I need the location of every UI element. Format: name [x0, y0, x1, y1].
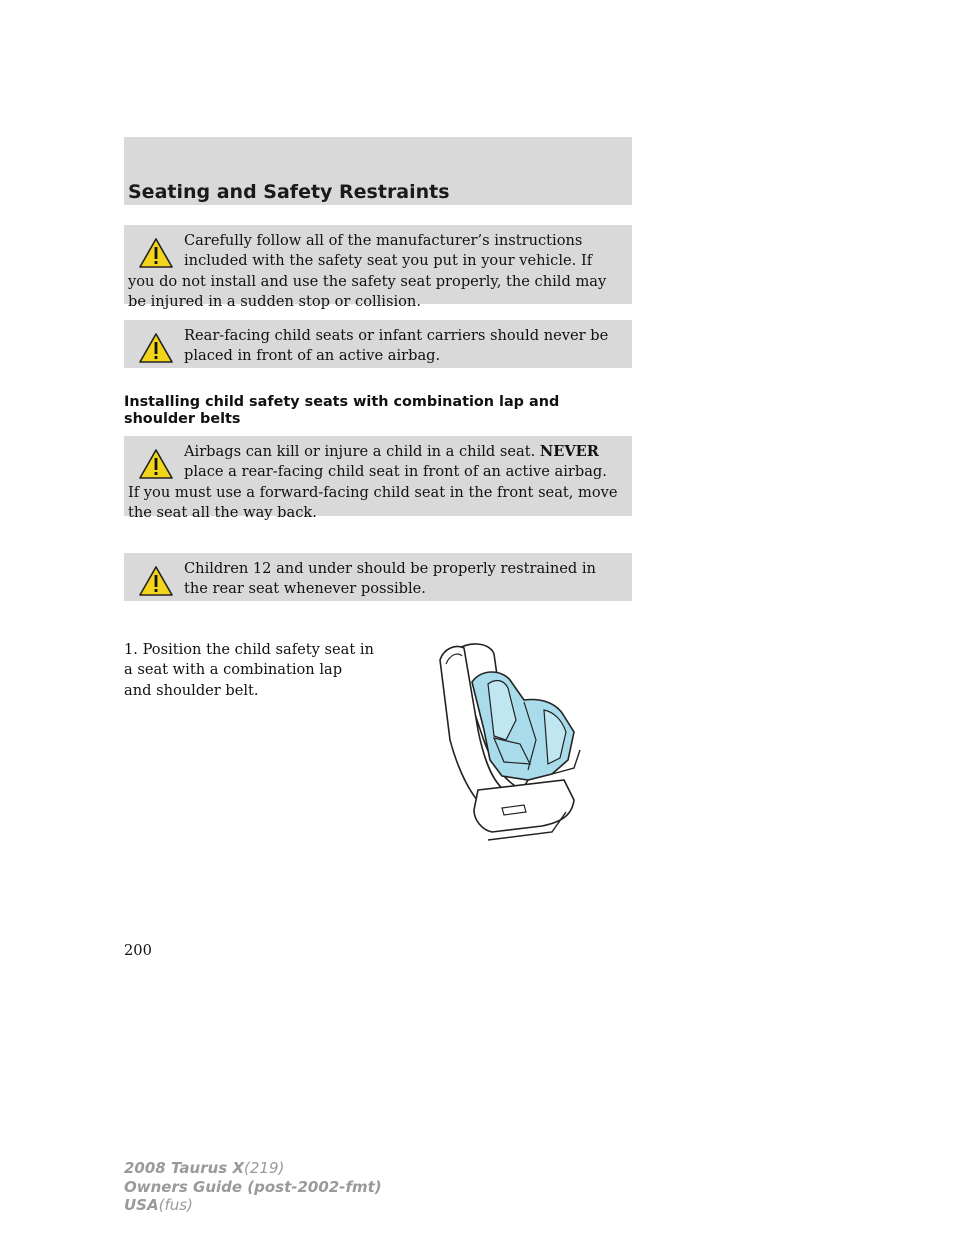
warning-text-after: place a rear-facing child seat in front of an active airbag. If you must use a forward-facing child seat in the front seat, move the seat all the way back. [128, 463, 618, 522]
footer-market-code: (fus) [158, 1196, 193, 1214]
document-footer [124, 1159, 382, 1215]
section-header-band [124, 137, 632, 205]
section-title: Seating and Safety Restraints [128, 181, 450, 203]
warning-triangle-icon [138, 332, 174, 364]
footer-model: 2008 Taurus X [124, 1159, 245, 1177]
subheading: Installing child safety seats with combination lap and shoulder belts [124, 394, 560, 427]
page-number: 200 [124, 942, 152, 959]
warning-text-before: Airbags can kill or injure a child in a child seat. [184, 443, 540, 460]
warning-box-install-instructions [124, 225, 632, 311]
step-1-text: 1. Position the child safety seat in a seat with a combination lap and shoulder belt. [124, 641, 374, 699]
warning-text: Rear-facing child seats or infant carriers should never be placed in front of an active airbag. [184, 327, 609, 365]
warning-triangle-icon [138, 237, 174, 269]
warning-box-airbag [124, 436, 632, 522]
warning-box-rear-facing [124, 320, 632, 368]
warning-text: Children 12 and under should be properly restrained in the rear seat whenever possible. [184, 560, 596, 598]
footer-model-code: (219) [244, 1159, 285, 1177]
child-seat-illustration [432, 640, 582, 845]
warning-triangle-icon [138, 565, 174, 597]
warning-text: Carefully follow all of the manufacturer’s instructions included with the safety seat you put in your vehicle. If you do not install and use the safety seat properly, the child may be injured in a sudden stop or collision. [128, 232, 607, 311]
warning-text [128, 442, 622, 524]
warning-triangle-icon [138, 448, 174, 480]
warning-box-children-rear-seat [124, 553, 632, 601]
footer-market: USA [124, 1196, 159, 1214]
never-emphasis: NEVER [539, 443, 599, 460]
footer-guide: Owners Guide (post-2002-fmt) [124, 1177, 382, 1196]
